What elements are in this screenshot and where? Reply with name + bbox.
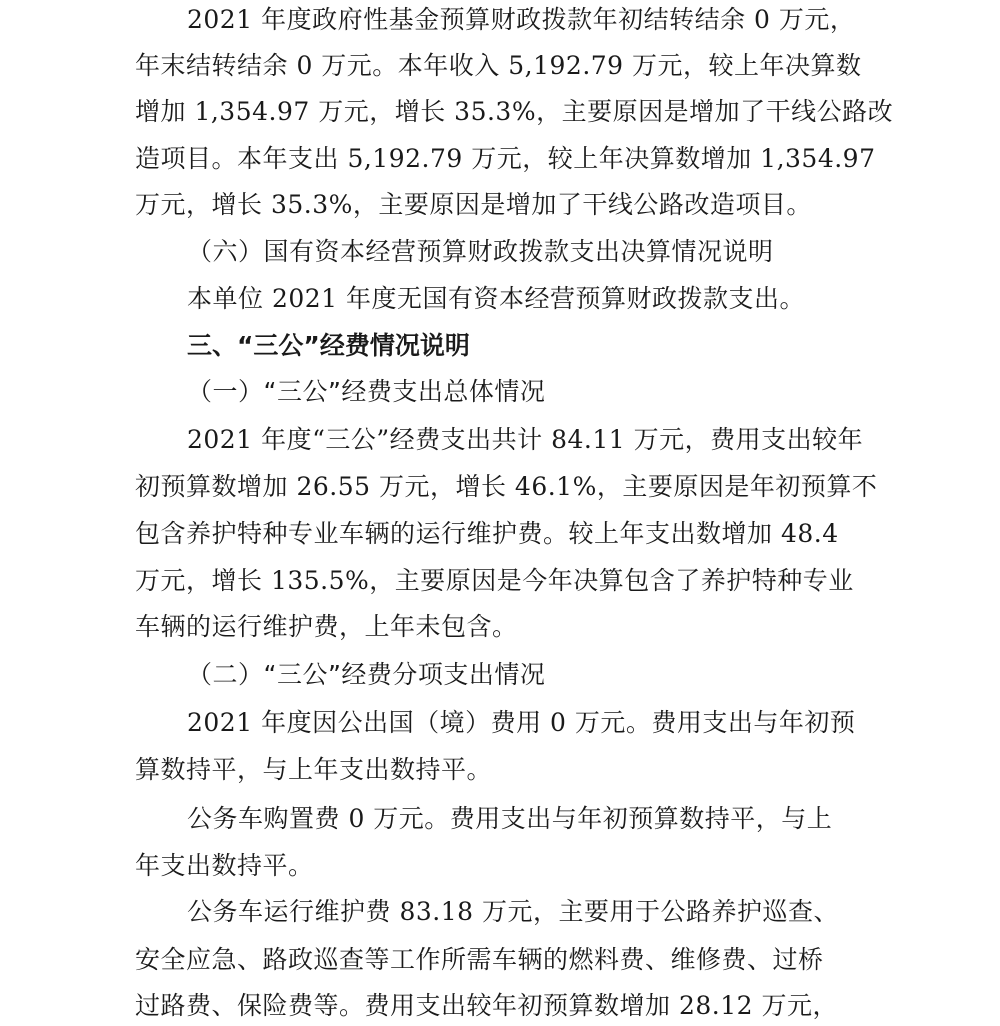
paragraph-line: 万元，增长 35.3%，主要原因是增加了干线公路改造项目。 <box>135 190 812 219</box>
paragraph-line: 增加 1,354.97 万元，增长 35.3%，主要原因是增加了干线公路改 <box>135 97 894 126</box>
paragraph-line: 2021 年度政府性基金预算财政拨款年初结转结余 0 万元， <box>187 5 856 34</box>
paragraph-line: 年支出数持平。 <box>135 851 314 880</box>
paragraph-line: 2021 年度因公出国（境）费用 0 万元。费用支出与年初预 <box>187 708 856 737</box>
section-heading-3: 三、“三公”经费情况说明 <box>187 331 470 360</box>
section-heading-6: （六）国有资本经营预算财政拨款支出决算情况说明 <box>187 237 774 266</box>
paragraph-line: 万元，增长 135.5%，主要原因是今年决算包含了养护特种专业 <box>135 566 854 595</box>
subsection-heading-1: （一）“三公”经费支出总体情况 <box>187 377 546 406</box>
paragraph-line: 造项目。本年支出 5,192.79 万元，较上年决算数增加 1,354.97 <box>135 144 876 173</box>
paragraph-line: 年末结转结余 0 万元。本年收入 5,192.79 万元，较上年决算数 <box>135 51 862 80</box>
paragraph-line: 车辆的运行维护费，上年未包含。 <box>135 612 518 641</box>
paragraph-line: 安全应急、路政巡查等工作所需车辆的燃料费、维修费、过桥 <box>135 945 824 974</box>
paragraph-line: 2021 年度“三公”经费支出共计 84.11 万元，费用支出较年 <box>187 425 864 454</box>
paragraph-line: 包含养护特种专业车辆的运行维护费。较上年支出数增加 48.4 <box>135 519 839 548</box>
paragraph-line: 公务车购置费 0 万元。费用支出与年初预算数持平，与上 <box>187 804 833 833</box>
paragraph-line: 本单位 2021 年度无国有资本经营预算财政拨款支出。 <box>187 284 806 313</box>
paragraph-line: 公务车运行维护费 83.18 万元，主要用于公路养护巡查、 <box>187 897 839 926</box>
paragraph-line: 初预算数增加 26.55 万元，增长 46.1%，主要原因是年初预算不 <box>135 472 878 501</box>
paragraph-line: 算数持平，与上年支出数持平。 <box>135 755 493 784</box>
paragraph-line: 过路费、保险费等。费用支出较年初预算数增加 28.12 万元， <box>135 991 838 1020</box>
subsection-heading-2: （二）“三公”经费分项支出情况 <box>187 660 546 689</box>
